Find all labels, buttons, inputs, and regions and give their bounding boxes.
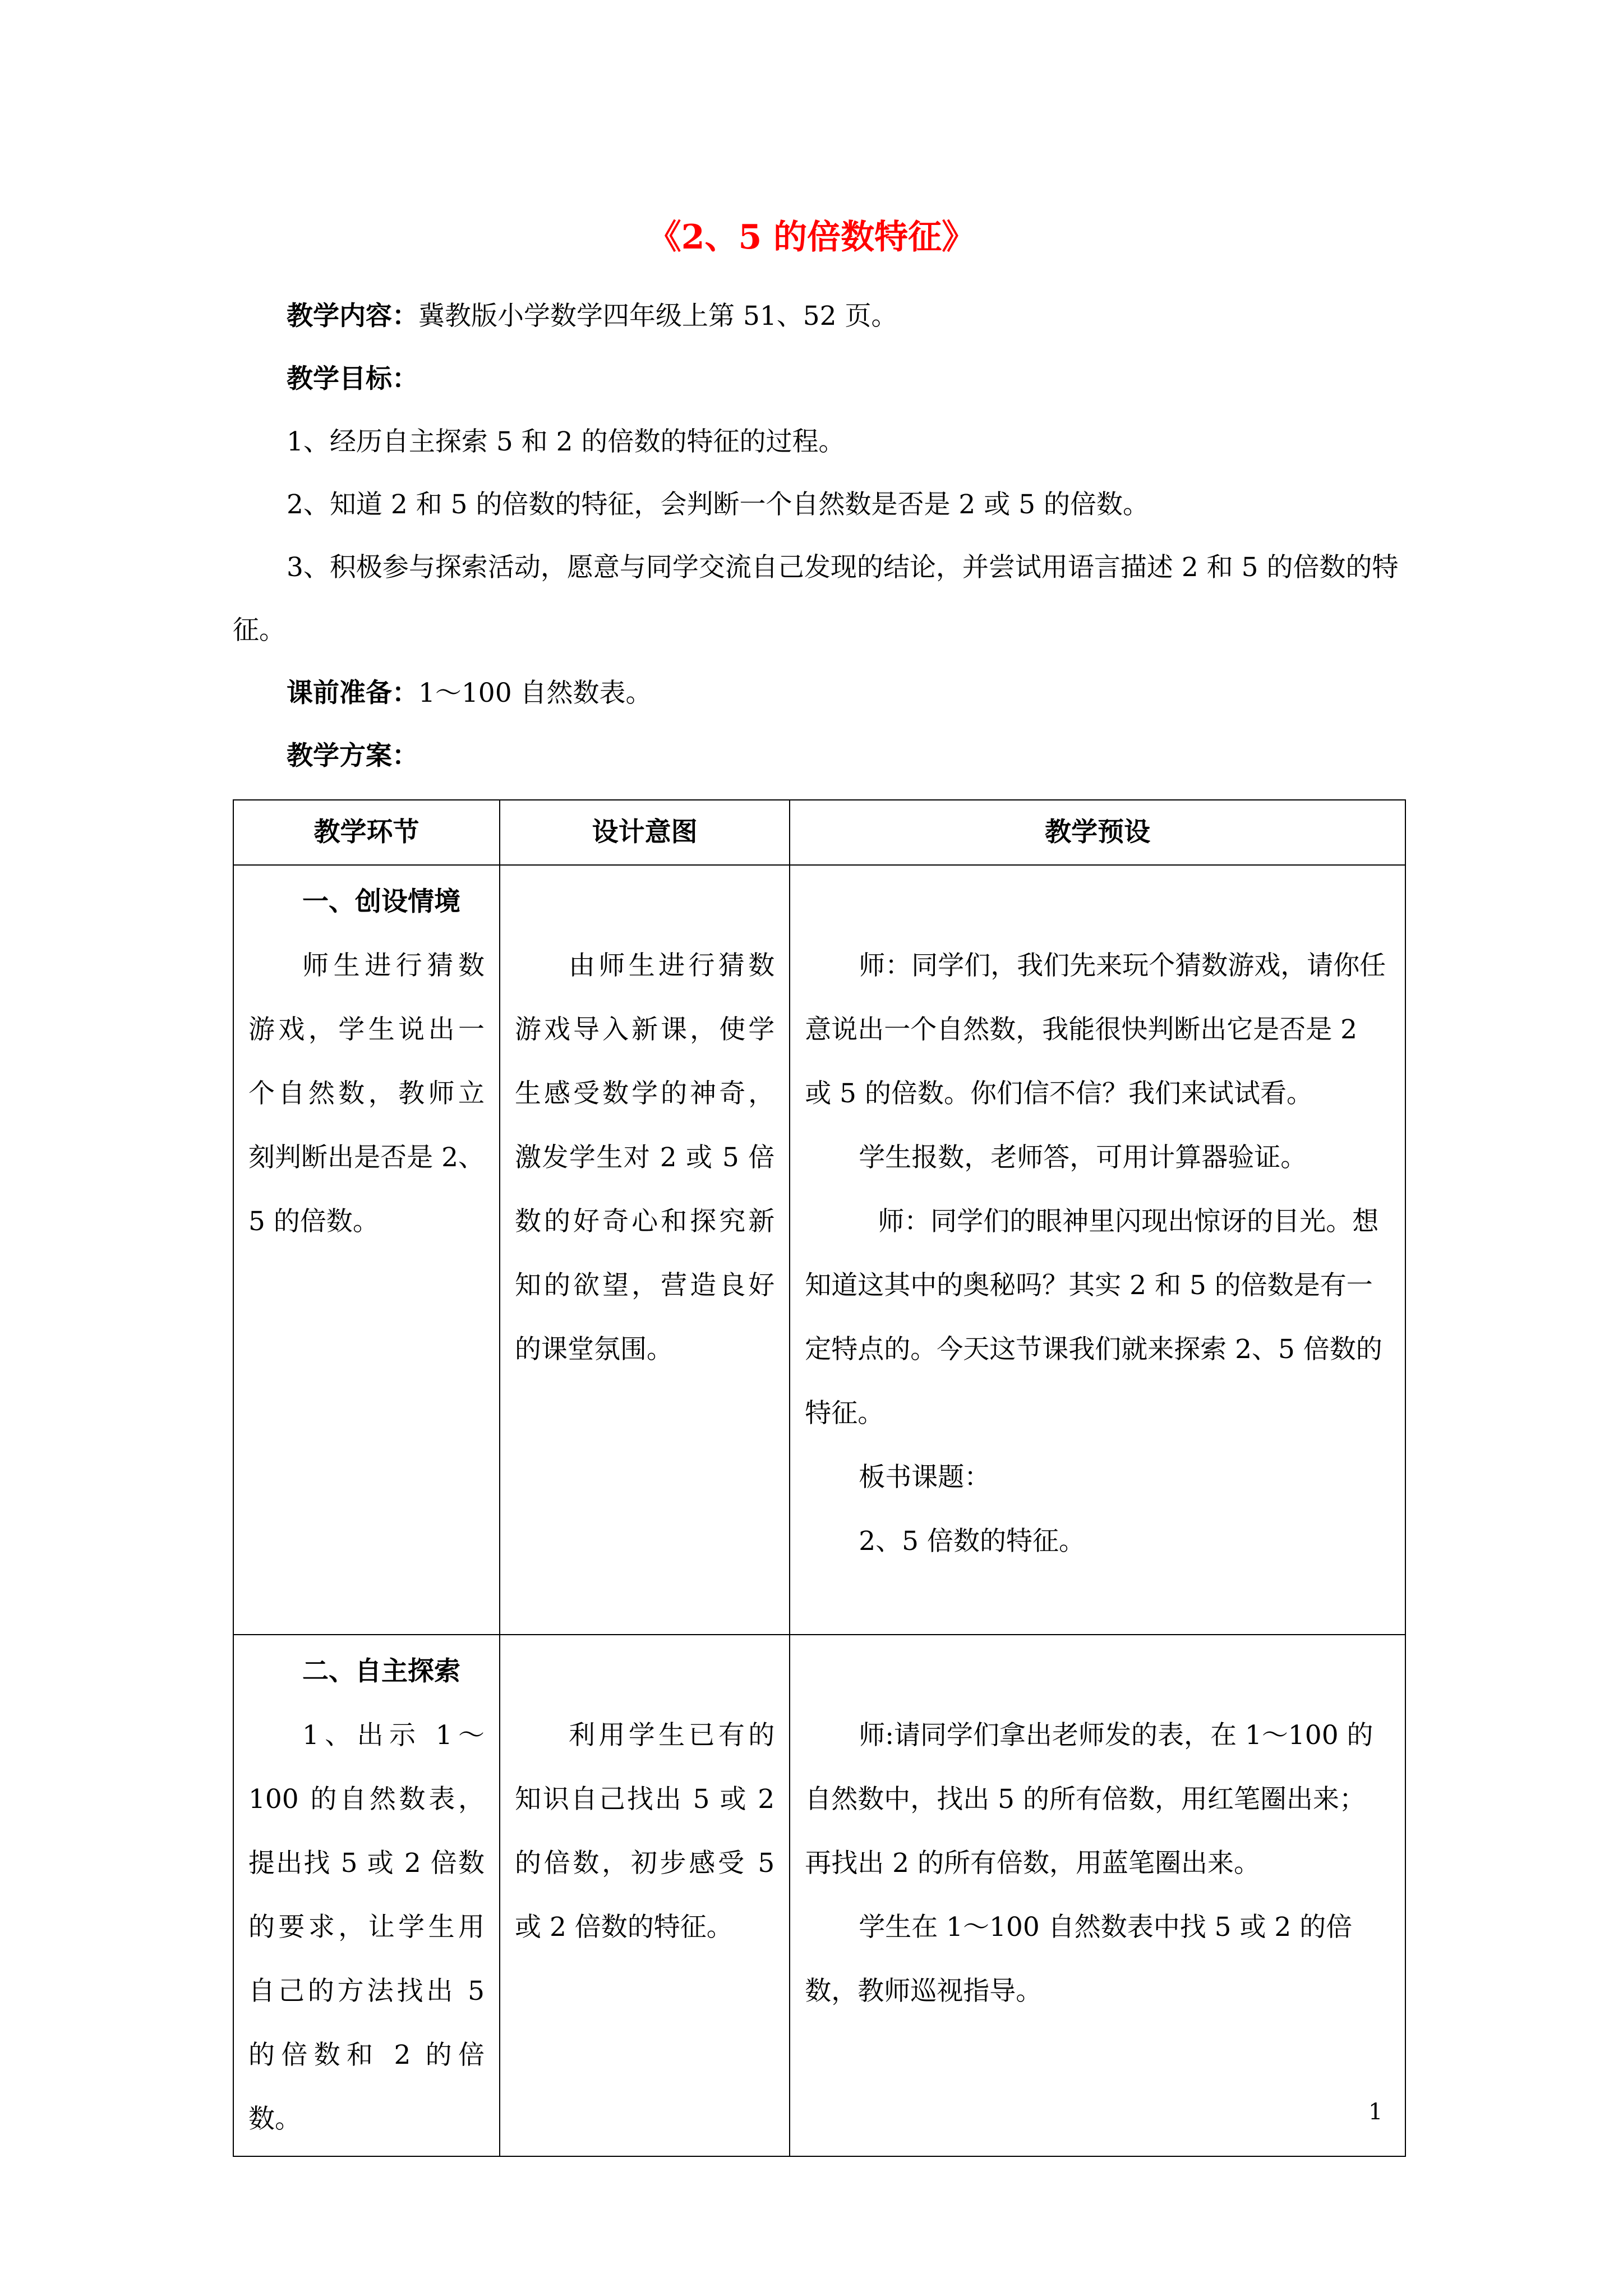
preset-paragraph: 板书课题：	[859, 1462, 991, 1493]
goal-2: 2、知道 2 和 5 的倍数的特征，会判断一个自然数是否是 2 或 5 的倍数。	[287, 489, 1150, 520]
stage-text: 1、出示 1～100 的自然数表，提出找 5 或 2 倍数的要求，让学生用自己的方法找出 5 的倍数和 2 的倍数。	[248, 1720, 485, 2134]
table-row	[233, 865, 1405, 1635]
preset-paragraph: 学生报数，老师答，可用计算器验证。	[859, 1142, 1307, 1173]
content-line	[233, 285, 1399, 348]
intent-text: 利用学生已有的知识自己找出 5 或 2 的倍数，初步感受 5 或 2 倍数的特征。	[515, 1720, 775, 1943]
intent-cell	[500, 865, 790, 1635]
goals-line	[233, 348, 1399, 411]
table-row	[233, 1635, 1405, 2156]
goal-1: 1、经历自主探索 5 和 2 的倍数的特征的过程。	[287, 426, 845, 457]
page-number: 1	[1368, 2099, 1383, 2125]
preset-paragraph: 师:请同学们拿出老师发的表，在 1～100 的自然数中，找出 5 的所有倍数，用红笔圈出来；再找出 2 的所有倍数，用蓝笔圈出来。	[805, 1720, 1373, 1879]
doc-title: 《2、5 的倍数特征》	[647, 218, 976, 257]
prep-label: 课前准备：	[287, 678, 418, 708]
preset-cell	[790, 1635, 1405, 2156]
preset-paragraph: 师：同学们的眼神里闪现出惊讶的目光。想知道这其中的奥秘吗？其实 2 和 5 的倍数是有一定特点的。今天这节课我们就来探索 2、5 倍数的特征。	[805, 1206, 1382, 1429]
goal-3: 3、积极参与探索活动，愿意与同学交流自己发现的结论，并尝试用语言描述 2 和 5 的倍数的特征。	[233, 552, 1399, 646]
prep-line	[233, 662, 1399, 725]
preset-paragraph: 师：同学们，我们先来玩个猜数游戏，请你任意说出一个自然数，我能很快判断出它是否是 2 或 5 的倍数。你们信不信？我们来试试看。	[805, 950, 1386, 1109]
stage-cell	[233, 1635, 500, 2156]
teaching-plan-table	[233, 799, 1406, 2157]
preset-paragraph: 2、5 倍数的特征。	[859, 1526, 1085, 1557]
table-header-row	[233, 800, 1405, 865]
preset-paragraph: 学生在 1～100 自然数表中找 5 或 2 的倍数，教师巡视指导。	[805, 1912, 1353, 2007]
section-title: 二、自主探索	[302, 1656, 460, 1687]
content-label: 教学内容：	[287, 301, 418, 332]
plan-line	[233, 725, 1399, 788]
intent-cell	[500, 1635, 790, 2156]
prep-text: 1～100 自然数表。	[418, 678, 652, 708]
header-cell: 教学预设	[790, 800, 1405, 865]
stage-text: 师生进行猜数游戏，学生说出一个自然数，教师立刻判断出是否是 2、5 的倍数。	[248, 950, 485, 1237]
intent-text: 由师生进行猜数游戏导入新课，使学生感受数学的神奇，激发学生对 2 或 5 倍数的好奇心和探究新知的欲望，营造良好的课堂氛围。	[515, 950, 775, 1365]
header-cell: 教学环节	[233, 800, 500, 865]
content-text: 冀教版小学数学四年级上第 51、52 页。	[418, 301, 898, 332]
section-title: 一、创设情境	[302, 886, 460, 917]
stage-cell	[233, 865, 500, 1635]
header-cell: 设计意图	[500, 800, 790, 865]
preset-cell	[790, 865, 1405, 1635]
plan-label: 教学方案：	[287, 740, 418, 771]
goals-label: 教学目标：	[287, 364, 418, 394]
